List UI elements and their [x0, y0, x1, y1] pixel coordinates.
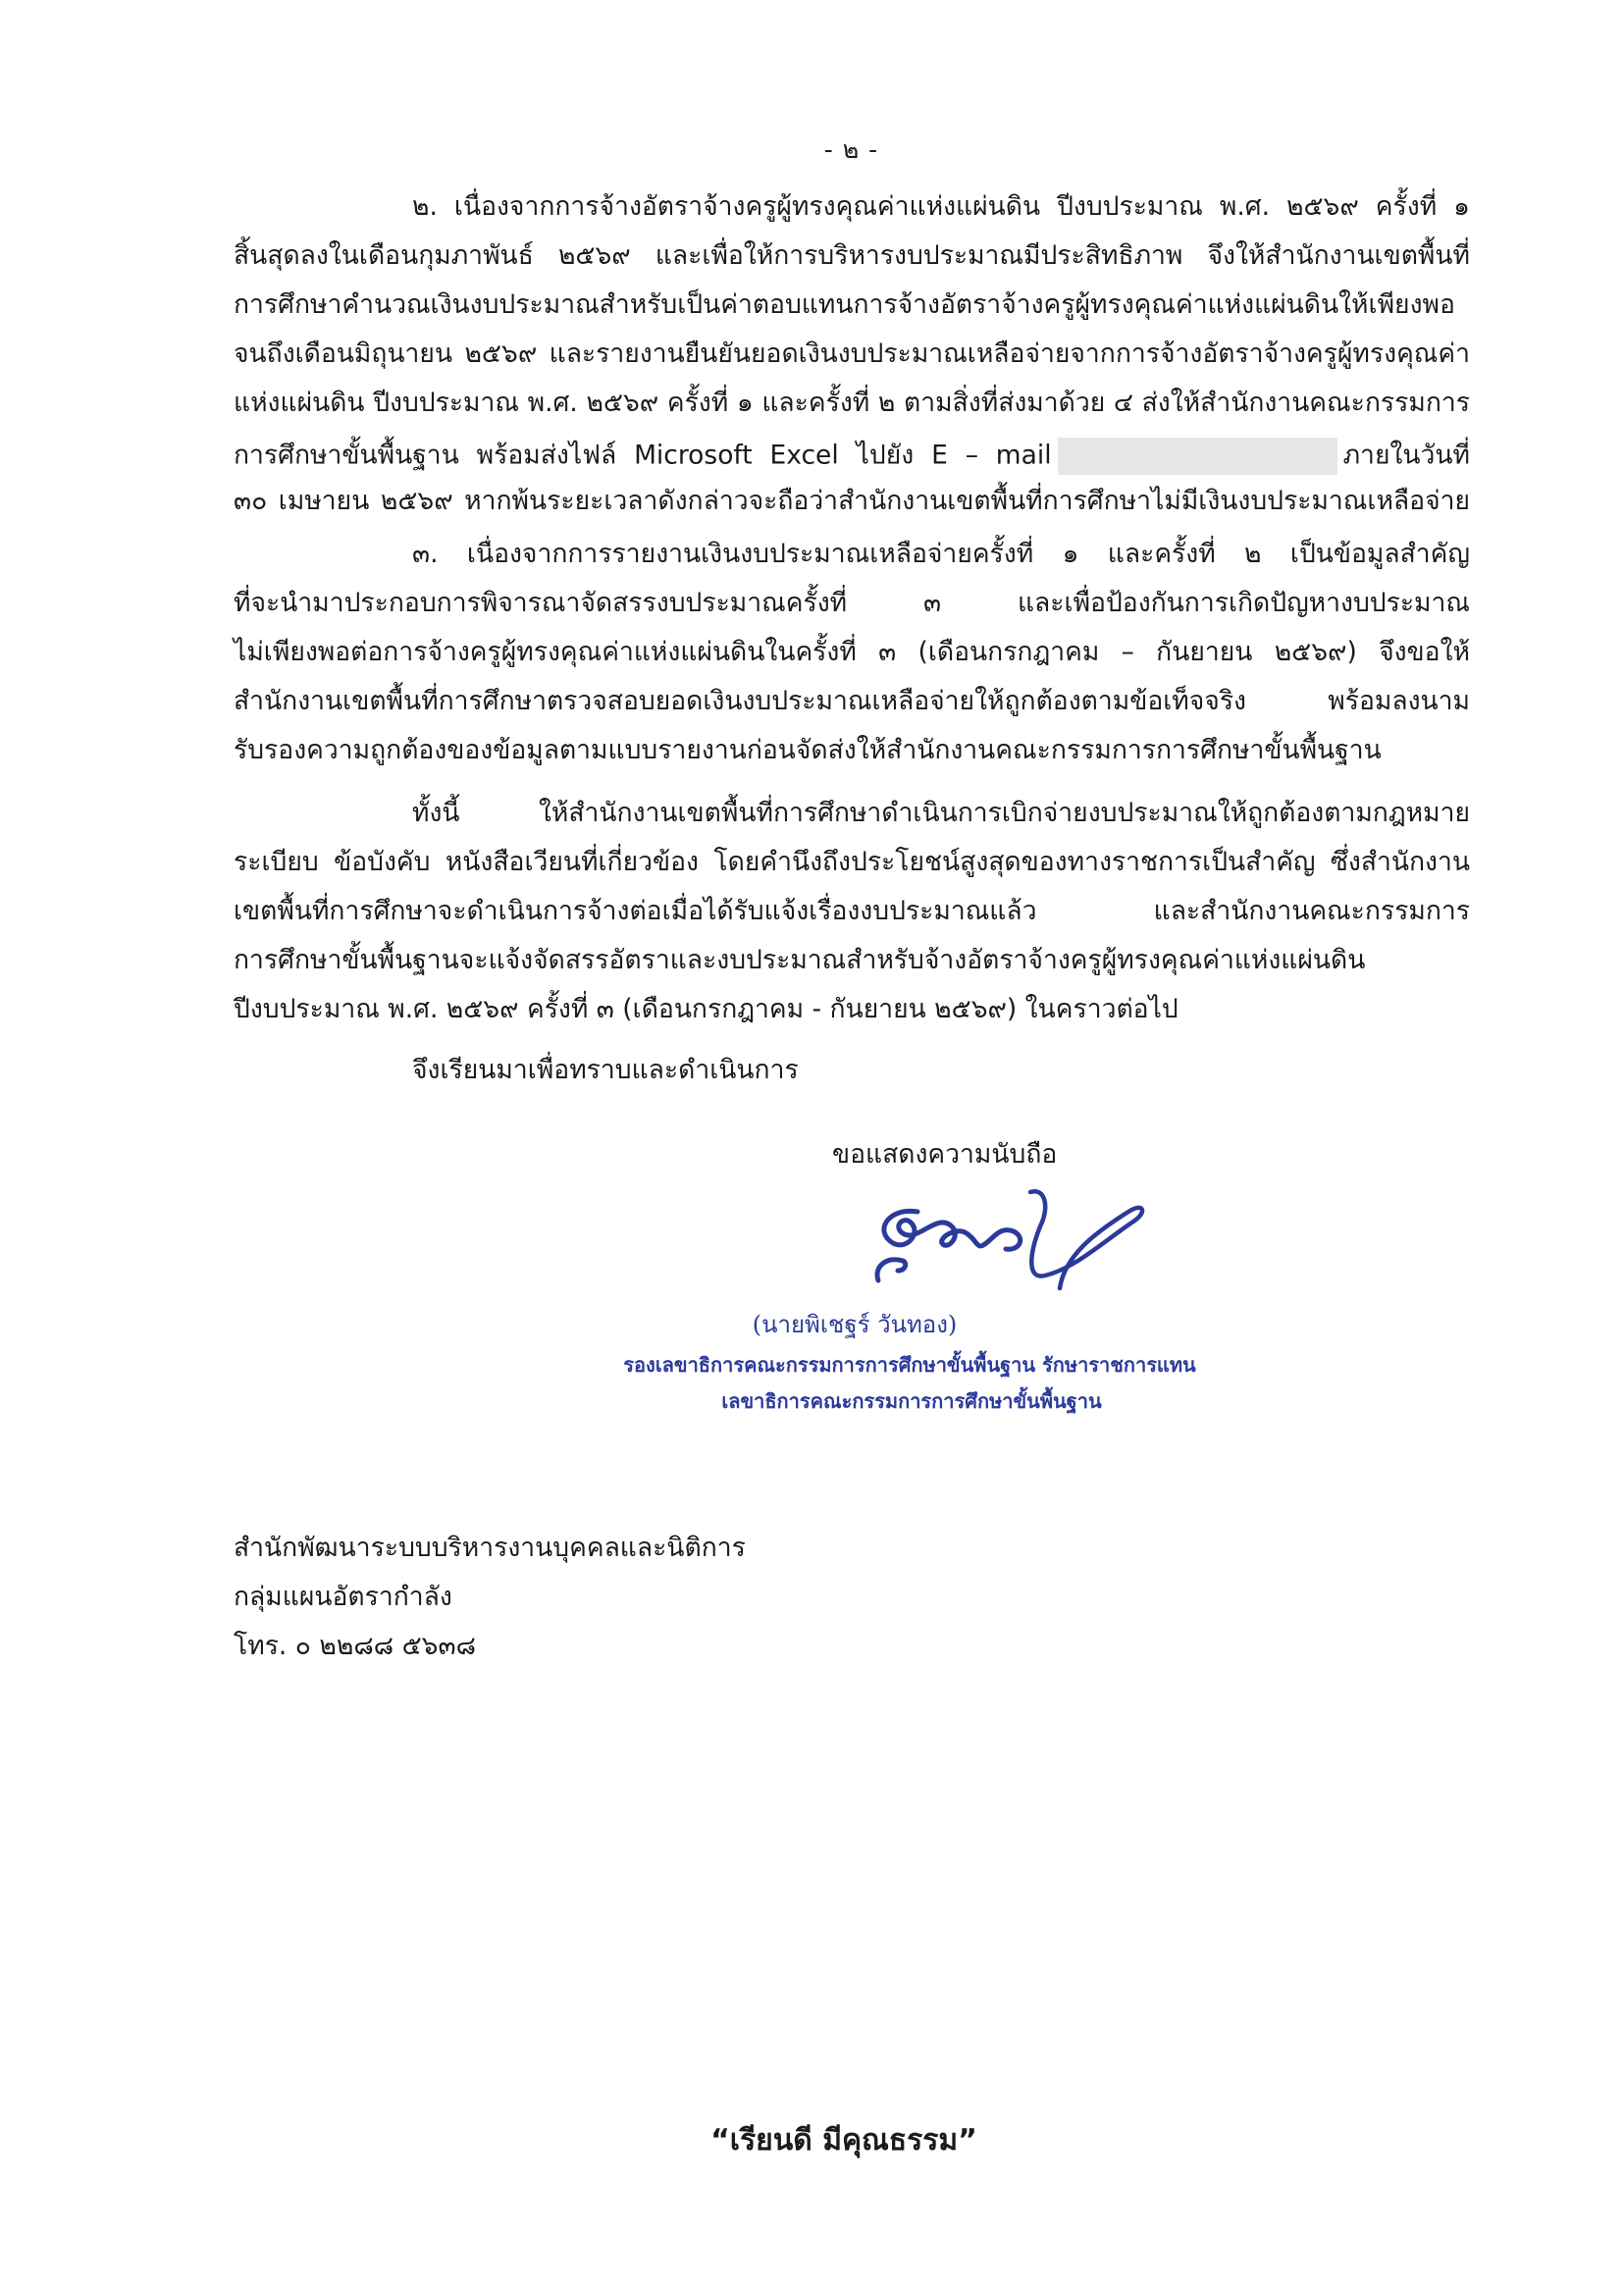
paragraph-4-line: การศึกษาขั้นพื้นฐานจะแจ้งจัดสรรอัตราและงบประมาณสำหรับจ้างอัตราจ้างครูผู้ทรงคุณค่าแห่งแผ่นดิน	[234, 945, 1366, 975]
paragraph-4-line: เขตพื้นที่การศึกษาจะดำเนินการจ้างต่อเมื่อได้รับแจ้งเรื่องงบประมาณแล้ว และสำนักงานคณะกรรมการ	[234, 896, 1470, 926]
email-line	[234, 438, 1470, 475]
regards: ขอแสดงความนับถือ	[832, 1139, 1058, 1170]
paragraph-4-line: ระเบียบ ข้อบังคับ หนังสือเวียนที่เกี่ยวข้อง โดยคำนึงถึงประโยชน์สูงสุดของทางราชการเป็นสำคัญ ซึ่งสำนักงาน	[234, 847, 1470, 877]
footer-office: สำนักพัฒนาระบบบริหารงานบุคคลและนิติการ	[234, 1533, 746, 1563]
paragraph-3-line: ไม่เพียงพอต่อการจ้างครูผู้ทรงคุณค่าแห่งแผ่นดินในครั้งที่ ๓ (เดือนกรกฎาคม – กันยายน ๒๕๖๙) จึงขอให้	[234, 637, 1470, 667]
paragraph-2-line: ๓๐ เมษายน ๒๕๖๙ หากพ้นระยะเวลาดังกล่าวจะถือว่าสำนักงานเขตพื้นที่การศึกษาไม่มีเงินงบประมาณเหลือจ่าย	[234, 486, 1470, 516]
paragraph-3-line: ๓. เนื่องจากการรายงานเงินงบประมาณเหลือจ่ายครั้งที่ ๑ และครั้งที่ ๒ เป็นข้อมูลสำคัญ	[412, 539, 1470, 569]
paragraph-3-line: สำนักงานเขตพื้นที่การศึกษาตรวจสอบยอดเงินงบประมาณเหลือจ่ายให้ถูกต้องตามข้อเท็จจริง พร้อมลงนาม	[234, 686, 1470, 716]
signer-title-line-1: รองเลขาธิการคณะกรรมการการศึกษาขั้นพื้นฐาน รักษาราชการแทน	[623, 1353, 1196, 1377]
paragraph-4-line: ปีงบประมาณ พ.ศ. ๒๕๖๙ ครั้งที่ ๓ (เดือนกรกฎาคม - กันยายน ๒๕๖๙) ในคราวต่อไป	[234, 994, 1179, 1024]
handwritten-signature	[849, 1172, 1163, 1305]
paragraph-3-line: รับรองความถูกต้องของข้อมูลตามแบบรายงานก่อนจัดส่งให้สำนักงานคณะกรรมการการศึกษาขั้นพื้นฐาน	[234, 735, 1382, 765]
paragraph-2-line: จนถึงเดือนมิถุนายน ๒๕๖๙ และรายงานยืนยันยอดเงินงบประมาณเหลือจ่ายจากการจ้างอัตราจ้างครูผู้ทรงคุณค่า	[234, 339, 1470, 369]
signer-name: (นายพิเชฐร์ วันทอง)	[752, 1311, 958, 1338]
redacted-email	[1058, 438, 1337, 475]
paragraph-2-line: แห่งแผ่นดิน ปีงบประมาณ พ.ศ. ๒๕๖๙ ครั้งที่ ๑ และครั้งที่ ๒ ตามสิ่งที่ส่งมาด้วย ๔ ส่งให้สำนักงานคณะกรรมการ	[234, 388, 1470, 418]
closing-statement: จึงเรียนมาเพื่อทราบและดำเนินการ	[412, 1055, 799, 1085]
paragraph-2-line: สิ้นสุดลงในเดือนกุมภาพันธ์ ๒๕๖๙ และเพื่อให้การบริหารงบประมาณมีประสิทธิภาพ จึงให้สำนักงานเขตพื้นที่	[234, 240, 1470, 271]
email-line-before: การศึกษาขั้นพื้นฐาน พร้อมส่งไฟล์ Microsoft Excel ไปยัง E – mail	[234, 440, 1052, 471]
footer-phone: โทร. ๐ ๒๒๘๘ ๕๖๓๘	[234, 1631, 477, 1661]
footer-group: กลุ่มแผนอัตรากำลัง	[234, 1582, 452, 1612]
page-number: - ๒ -	[823, 135, 879, 164]
email-line-after: ภายในวันที่	[1342, 440, 1470, 471]
motto: “เรียนดี มีคุณธรรม”	[710, 2123, 977, 2158]
paragraph-2-line: การศึกษาคำนวณเงินงบประมาณสำหรับเป็นค่าตอบแทนการจ้างอัตราจ้างครูผู้ทรงคุณค่าแห่งแผ่นดินให้เพียงพอ	[234, 289, 1455, 320]
paragraph-2-line: ๒. เนื่องจากการจ้างอัตราจ้างครูผู้ทรงคุณค่าแห่งแผ่นดิน ปีงบประมาณ พ.ศ. ๒๕๖๙ ครั้งที่ ๑	[412, 191, 1470, 222]
paragraph-3-line: ที่จะนำมาประกอบการพิจารณาจัดสรรงบประมาณครั้งที่ ๓ และเพื่อป้องกันการเกิดปัญหางบประมาณ	[234, 588, 1470, 618]
paragraph-4-line: ทั้งนี้ ให้สำนักงานเขตพื้นที่การศึกษาดำเนินการเบิกจ่ายงบประมาณให้ถูกต้องตามกฎหมาย	[412, 798, 1470, 828]
signer-title-line-2: เลขาธิการคณะกรรมการการศึกษาขั้นพื้นฐาน	[721, 1389, 1102, 1413]
